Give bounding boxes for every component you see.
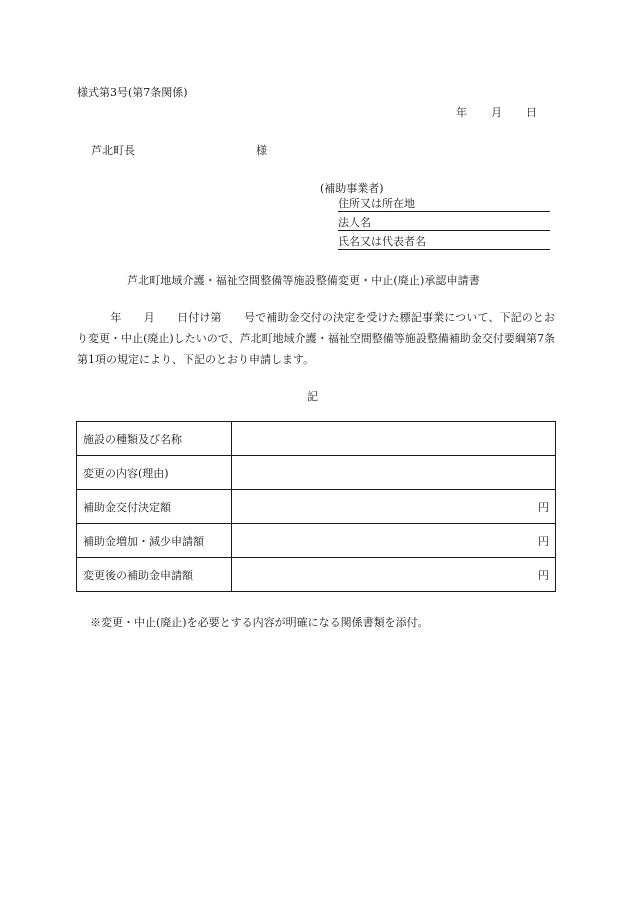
table-row: [77, 558, 556, 592]
date-line: [456, 104, 537, 120]
row-value: 円: [232, 490, 556, 524]
applicant-address-field: 住所又は所在地: [338, 197, 550, 212]
date-day-label: 日: [526, 106, 537, 119]
document-body: 年 月 日付け第 号で補助金交付の決定を受けた標記事業について、下記のとおり変更・中止(廃止)したいので、芦北町地域介護・福祉空間整備等施設整備補助金交付要綱第7条第1項の規定により、下記のとおり申請します。: [77, 311, 555, 366]
row-value: 円: [232, 524, 556, 558]
row-value: [232, 422, 556, 456]
row-value: [232, 456, 556, 490]
row-label: 補助金交付決定額: [77, 490, 232, 524]
detail-table: [76, 421, 556, 592]
row-label: 変更後の補助金申請額: [77, 558, 232, 592]
table-row: [77, 524, 556, 558]
row-value: 円: [232, 558, 556, 592]
record-mark: 記: [307, 390, 318, 403]
date-year-label: 年: [456, 106, 467, 119]
date-month-label: 月: [491, 106, 502, 119]
applicant-name-field: 氏名又は代表者名: [338, 235, 550, 250]
table-row: [77, 422, 556, 456]
recipient-name: 芦北町長: [91, 144, 135, 157]
footnote: ※変更・中止(廃止)を必要とする内容が明確になる関係書類を添付。: [90, 616, 429, 629]
recipient-honorific: 様: [256, 144, 267, 157]
table-row: [77, 456, 556, 490]
row-label: 補助金増加・減少申請額: [77, 524, 232, 558]
row-label: 変更の内容(理由): [77, 456, 232, 490]
applicant-corp-field: 法人名: [338, 216, 550, 231]
table-row: [77, 490, 556, 524]
form-number: 様式第3号(第7条関係): [77, 86, 188, 99]
row-label: 施設の種類及び名称: [77, 422, 232, 456]
applicant-heading: (補助事業者): [320, 182, 384, 195]
document-title: 芦北町地域介護・福祉空間整備等施設整備変更・中止(廃止)承認申請書: [127, 274, 480, 287]
